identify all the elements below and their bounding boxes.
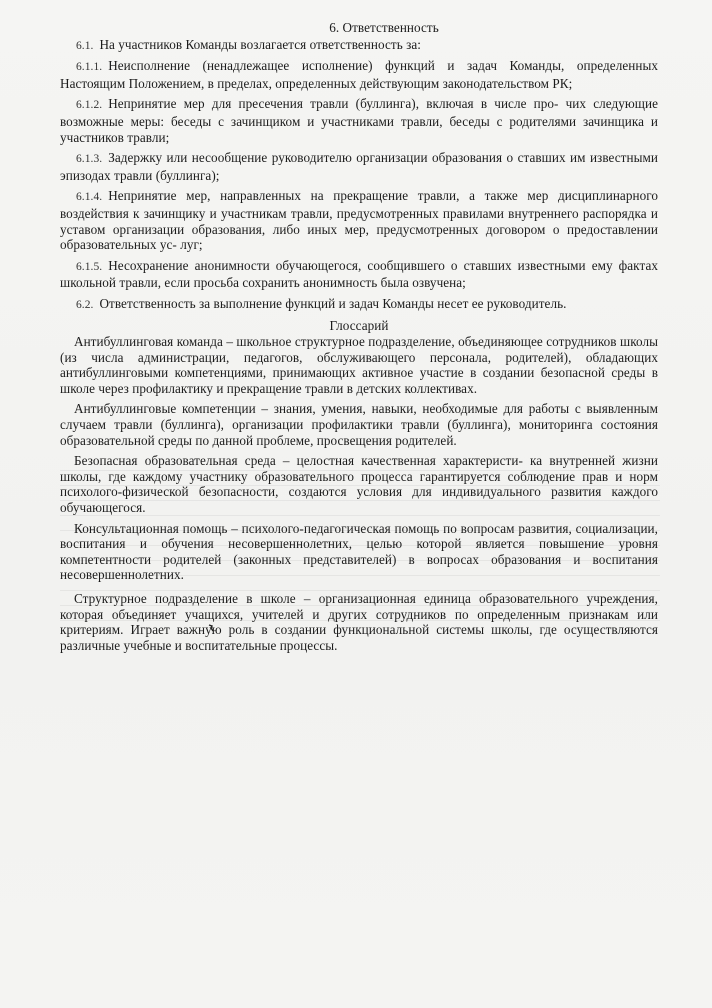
clause-number: 6.1.1.	[76, 61, 103, 74]
clause-text: Несохранение анонимности обучающегося, сообщившего о ставших известными ему фактах школьной травли, если просьба сохранить анонимность была озвучена;	[60, 257, 658, 291]
clause-number: 6.2.	[76, 298, 94, 311]
clause-number: 6.1.	[76, 39, 94, 52]
clause-6-1-1	[60, 58, 658, 91]
clause-number: 6.1.3.	[76, 153, 103, 166]
clause-number: 6.1.5.	[76, 260, 103, 273]
clause-6-1-5	[60, 258, 658, 291]
glossary-entry-consulting-help: Консультационная помощь – психолого-педагогическая помощь по вопросам развития, социализации, воспитания и обучения несовершеннолетних, целью которой является повышение уровня компетентности родителей (законных представителей) в вопросах образования и воспитания несовершеннолетних.	[60, 520, 658, 583]
glossary-entry-structural-unit: Структурное подразделение в школе – организационная единица образовательного учреждения, которая объединяет учащихся, учителей и других сотрудников по определенным признакам или критериям. Играет важную роль в создании функциональной системы школы, где осуществляются различные учебные и воспитательные процессы.	[60, 591, 658, 653]
clause-6-1-4	[60, 188, 658, 252]
clause-text: Непринятие мер для пресечения травли (буллинга), включая в числе про- чих следующие возможные меры: беседы с зачинщиком и участниками травли, беседы с родителями зачинщика и участников травли;	[60, 96, 658, 145]
clause-text: Непринятие мер, направленных на прекращение травли, а также мер дисциплинарного воздействия к зачинщику и участникам травли, предусмотренных правилами внутреннего распорядка и уставом организации образования, либо иных мер, предусмотренных договором о предоставлении образовательных ус- луг;	[60, 188, 658, 253]
clause-6-1	[60, 37, 658, 55]
clause-text: Ответственность за выполнение функций и задач Команды несет ее руководитель.	[99, 295, 567, 311]
clause-number: 6.1.4.	[76, 191, 103, 204]
glossary-entry-safe-environment: Безопасная образовательная среда – целостная качественная характеристи- ка внутренней жизни школы, где каждому участнику образовательного процесса гарантируется соблюдение прав и норм психолого-физической безопасности, создаются условия для индивидуального развития каждого обучающегося.	[60, 453, 658, 516]
glossary-entry-antibullying-competencies: Антибуллинговые компетенции – знания, умения, навыки, необходимые для работы с выявленным случаем травли (буллинга), организации профилактики травли (буллинга), мониторинга состояния образовательной среды по данной проблеме, просвещения родителей.	[60, 401, 658, 448]
ink-speck-mark	[208, 624, 214, 632]
clause-text: Задержку или несообщение руководителю организации образования о ставших им известными эпизодах травли (буллинга);	[60, 150, 658, 183]
clause-6-1-3	[60, 150, 658, 183]
clause-6-2	[60, 296, 658, 314]
clause-text: На участников Команды возлагается ответственность за:	[99, 36, 422, 52]
section-title: 6. Ответственность	[329, 20, 439, 35]
clause-number: 6.1.2.	[76, 99, 103, 112]
glossary-entry-antibullying-team: Антибуллинговая команда – школьное структурное подразделение, объединяющее сотрудников школы (из числа администрации, педагогов, обслуживающего персонала, родителей), обладающих антибуллинговыми компетенциями, принимающих активное участие в создании безопасной среды в школе через профилактику и прекращение травли в детских коллективах.	[60, 334, 658, 396]
glossary-title: Глоссарий	[329, 317, 389, 333]
clause-6-1-2	[60, 96, 658, 145]
clause-text: Неисполнение (ненадлежащее исполнение) функций и задач Команды, определенных Настоящим Положением, в пределах, определенных действующим законодательством РК;	[60, 58, 658, 91]
document-body	[60, 20, 658, 658]
